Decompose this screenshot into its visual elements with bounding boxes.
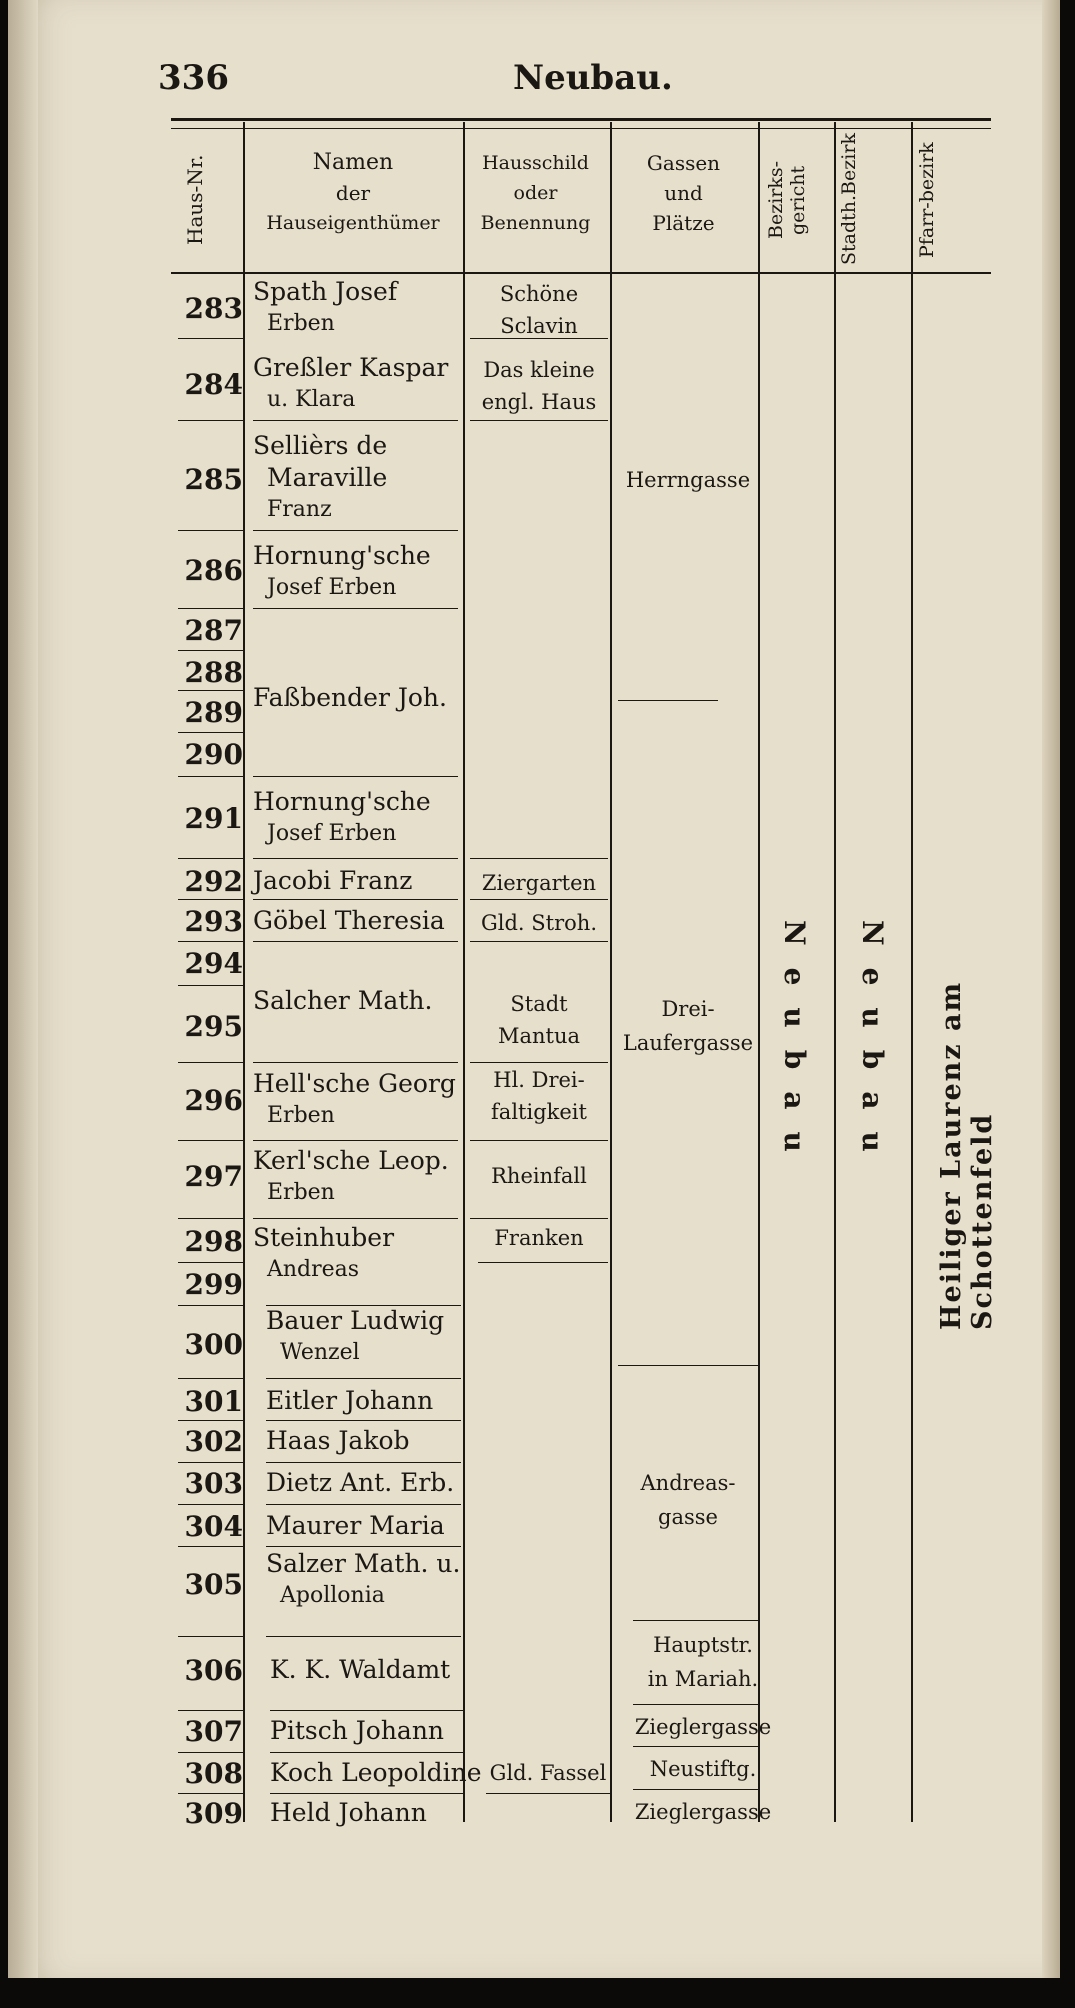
sign-rule [470, 858, 608, 859]
sign-line: Schöne [499, 282, 579, 306]
owner-line: Hell'sche Georg [253, 1069, 456, 1098]
owner-rule [266, 1420, 461, 1421]
house-number: 287 [184, 614, 243, 647]
row-rule [178, 1378, 243, 1379]
owner-name [253, 682, 447, 714]
owner-name [253, 540, 431, 604]
house-number: 300 [184, 1328, 243, 1361]
sign-rule [470, 1140, 608, 1141]
row-rule [178, 732, 243, 733]
owner-name [253, 1145, 449, 1209]
col-court-header [765, 135, 809, 265]
house-sign [470, 1160, 608, 1192]
house-number: 301 [184, 1385, 243, 1418]
owner-name [266, 1548, 460, 1612]
house-number: 305 [184, 1568, 243, 1601]
owner-rule [266, 1378, 461, 1379]
street-name [633, 1628, 773, 1696]
row-rule [178, 1305, 243, 1306]
owner-line: Spath Josef [253, 277, 398, 306]
street-name [633, 1710, 773, 1744]
row-rule [178, 1062, 243, 1063]
house-sign [470, 1064, 608, 1128]
owner-line: Erben [267, 1103, 335, 1128]
owner-line: Bauer Ludwig [266, 1306, 445, 1335]
sign-rule [470, 899, 608, 900]
house-number: 283 [184, 292, 243, 325]
owner-rule [253, 1140, 458, 1141]
col-owners-header [244, 148, 462, 238]
street-line: Neustiftg. [649, 1757, 757, 1781]
col-rule-5 [834, 122, 836, 1822]
sign-line: Franken [494, 1226, 584, 1250]
house-number: 306 [184, 1654, 243, 1687]
sign-rule [470, 420, 608, 421]
row-rule [178, 899, 243, 900]
owner-name [266, 1467, 454, 1499]
owner-line: Pitsch Johann [270, 1716, 445, 1745]
sign-line: Hl. Drei- [493, 1068, 585, 1092]
owner-line: Salzer Math. u. [266, 1549, 461, 1578]
owner-rule [266, 1305, 461, 1306]
row-rule [178, 1140, 243, 1141]
owner-line: Held Johann [270, 1798, 427, 1827]
house-number: 296 [184, 1084, 243, 1117]
house-sign [470, 988, 608, 1052]
col-parish-header [916, 135, 960, 265]
owner-name [270, 1757, 482, 1789]
owner-name [253, 786, 431, 850]
owner-name [253, 276, 397, 340]
sign-line: Gld. Stroh. [481, 911, 597, 935]
row-rule [178, 1636, 243, 1637]
row-rule [178, 941, 243, 942]
owner-rule [253, 608, 458, 609]
owner-rule [253, 776, 458, 777]
sign-line: Mantua [497, 1024, 581, 1048]
street-rule [618, 1365, 758, 1366]
street-rule [618, 700, 718, 701]
owner-name [253, 430, 387, 526]
col-parish-line2: bezirk [916, 142, 938, 203]
owner-line: Haas Jakob [266, 1426, 410, 1455]
house-sign [470, 278, 608, 342]
col-owners-line2: der [335, 181, 371, 205]
owner-rule [266, 1636, 461, 1637]
owner-line: Greßler Kaspar [253, 353, 449, 382]
owner-line: Wenzel [280, 1340, 360, 1365]
owner-line: Andreas [267, 1257, 360, 1282]
col-rule-3 [610, 122, 612, 1822]
owner-rule [270, 1793, 463, 1794]
row-rule [178, 776, 243, 777]
row-rule [178, 1504, 243, 1505]
page-edge [1042, 0, 1060, 1978]
sign-line: Gld. Fassel [489, 1761, 607, 1785]
row-rule [178, 690, 243, 691]
col-streets-line3: Plätze [652, 211, 715, 235]
owner-line: Dietz Ant. Erb. [266, 1468, 455, 1497]
sign-line: Das kleine [483, 358, 595, 382]
street-line: Drei- [661, 997, 715, 1021]
row-rule [178, 530, 243, 531]
col-district-line1: Stadth. [838, 194, 860, 265]
house-number: 302 [184, 1425, 243, 1458]
owner-name [266, 1510, 445, 1542]
court-district-text: Neubau [778, 920, 811, 1174]
owner-name [253, 985, 432, 1017]
house-number: 307 [184, 1715, 243, 1748]
sign-line: Rheinfall [491, 1164, 587, 1188]
sign-line: faltigkeit [491, 1100, 587, 1124]
column-header-rule [171, 272, 991, 274]
owner-rule [270, 1752, 463, 1753]
owner-line: Franz [267, 497, 332, 522]
row-rule [178, 338, 243, 339]
owner-line: Maurer Maria [266, 1511, 445, 1540]
col-streets-line2: und [664, 181, 703, 205]
owner-line: u. Klara [267, 387, 356, 412]
owner-name [270, 1654, 450, 1686]
row-rule [178, 420, 243, 421]
owner-line: Hornung'sche [253, 787, 431, 816]
row-rule [178, 1462, 243, 1463]
row-rule [178, 858, 243, 859]
col-owners-line1: Namen [312, 150, 394, 175]
house-number: 291 [184, 802, 243, 835]
row-rule [178, 1262, 243, 1263]
row-rule [178, 1420, 243, 1421]
sign-rule [478, 1262, 608, 1263]
owner-name [253, 352, 448, 416]
owner-rule [266, 1462, 461, 1463]
house-number: 288 [184, 656, 243, 689]
col-court-line1: Bezirks- [765, 160, 787, 240]
house-number: 297 [184, 1160, 243, 1193]
house-number: 285 [184, 463, 243, 496]
house-number: 286 [184, 554, 243, 587]
col-rule-4 [758, 122, 760, 1822]
street-rule [633, 1746, 758, 1747]
street-name [633, 1752, 773, 1786]
street-line: Laufergasse [622, 1031, 754, 1055]
col-streets-line1: Gassen [646, 151, 721, 175]
owner-rule [266, 1546, 461, 1547]
owner-line: K. K. Waldamt [270, 1655, 451, 1684]
col-sign-line1: Hausschild [482, 152, 589, 174]
sign-rule [470, 338, 608, 339]
sign-rule [470, 1062, 608, 1063]
owner-name [270, 1797, 427, 1829]
street-line: Herrngasse [625, 468, 751, 492]
street-line: gasse [658, 1505, 718, 1529]
house-number: 289 [184, 696, 243, 729]
owner-name [266, 1425, 410, 1457]
owner-line: Faßbender Joh. [253, 683, 447, 712]
owner-line: Kerl'sche Leop. [253, 1146, 449, 1175]
owner-line: Hornung'sche [253, 541, 431, 570]
house-sign [470, 1222, 608, 1254]
book-page [8, 0, 1060, 1978]
house-number: 295 [184, 1010, 243, 1043]
owner-rule [253, 1218, 458, 1219]
house-number: 299 [184, 1268, 243, 1301]
house-number: 292 [184, 865, 243, 898]
owner-line: Maraville [267, 463, 388, 492]
owner-line: Jacobi Franz [253, 866, 413, 895]
house-number: 303 [184, 1467, 243, 1500]
col-sign-header [463, 148, 608, 238]
owner-line: Steinhuber [253, 1223, 395, 1252]
page-title: Neubau. [513, 58, 673, 98]
owner-name [253, 1222, 394, 1286]
house-number: 308 [184, 1757, 243, 1790]
owner-line: Josef Erben [267, 575, 397, 600]
col-sign-line2: oder [513, 182, 558, 204]
street-line: Zieglergasse [634, 1715, 772, 1739]
owner-rule [253, 420, 458, 421]
row-rule [178, 1546, 243, 1547]
owner-line: Erben [267, 1180, 335, 1205]
owner-rule [253, 899, 458, 900]
owner-line: Josef Erben [267, 821, 397, 846]
row-rule [178, 1218, 243, 1219]
street-line: in Mariah. [647, 1667, 759, 1691]
street-line: Zieglergasse [634, 1800, 772, 1824]
col-parish-line1: Pfarr- [916, 202, 938, 258]
house-number: 294 [184, 947, 243, 980]
house-sign [470, 867, 608, 899]
house-number: 284 [184, 368, 243, 401]
owner-name [270, 1715, 444, 1747]
col-district-line2: Bezirk [838, 133, 860, 195]
owner-line: Salcher Math. [253, 986, 433, 1015]
house-number: 304 [184, 1510, 243, 1543]
street-rule [633, 1620, 758, 1621]
house-sign [470, 907, 608, 939]
col-rule-2 [463, 122, 465, 1822]
street-line: Hauptstr. [653, 1633, 753, 1657]
house-number: 309 [184, 1797, 243, 1830]
street-name [618, 992, 758, 1060]
col-owners-line3: Hauseigenthümer [266, 212, 440, 234]
owner-rule [270, 1710, 463, 1711]
street-line: Andreas- [640, 1471, 736, 1495]
row-rule [178, 985, 243, 986]
col-rule-1 [243, 122, 245, 1822]
owner-line: Göbel Theresia [253, 906, 445, 935]
owner-name [266, 1385, 433, 1417]
col-sign-line3: Benennung [480, 212, 591, 234]
sign-rule [470, 1218, 608, 1219]
row-rule [178, 650, 243, 651]
house-number: 290 [184, 738, 243, 771]
col-house-no-header: Haus-Nr. [183, 154, 207, 246]
sign-rule [486, 1793, 610, 1794]
row-rule [178, 608, 243, 609]
house-number: 298 [184, 1225, 243, 1258]
col-rule-6 [911, 122, 913, 1822]
row-rule [178, 1793, 243, 1794]
owner-rule [253, 1062, 458, 1063]
house-number: 293 [184, 905, 243, 938]
owner-rule [253, 941, 458, 942]
owner-name [253, 905, 445, 937]
city-district-text: Neubau [856, 920, 889, 1174]
owner-line: Apollonia [280, 1583, 385, 1608]
sign-line: Ziergarten [481, 871, 597, 895]
col-district-header [838, 135, 882, 265]
street-rule [633, 1789, 758, 1790]
sign-line: Stadt [510, 992, 568, 1016]
street-name [618, 1466, 758, 1534]
row-rule [178, 1752, 243, 1753]
owner-name [253, 1068, 456, 1132]
page-gutter [8, 0, 38, 1978]
header-rule [171, 118, 991, 129]
row-rule [178, 1710, 243, 1711]
owner-line: Eitler Johann [266, 1386, 434, 1415]
house-sign [486, 1757, 610, 1789]
owner-line: Erben [267, 311, 335, 336]
page-number: 336 [158, 58, 229, 98]
owner-name [266, 1305, 444, 1369]
owner-rule [253, 858, 458, 859]
sign-line: engl. Haus [481, 390, 597, 414]
street-name [618, 463, 758, 497]
col-streets-header [610, 148, 757, 238]
sign-line: Sclavin [500, 314, 578, 338]
street-rule [633, 1704, 758, 1705]
owner-line: Sellièrs de [253, 431, 388, 460]
owner-line: Koch Leopoldine [270, 1758, 482, 1787]
owner-name [253, 865, 412, 897]
owner-rule [253, 530, 458, 531]
house-sign [470, 354, 608, 418]
sign-rule [470, 941, 608, 942]
col-court-line2: gericht [787, 165, 809, 235]
owner-rule [266, 1504, 461, 1505]
street-name [633, 1795, 773, 1829]
parish-text: Heiliger Laurenz am Schottenfeld [936, 980, 998, 1330]
